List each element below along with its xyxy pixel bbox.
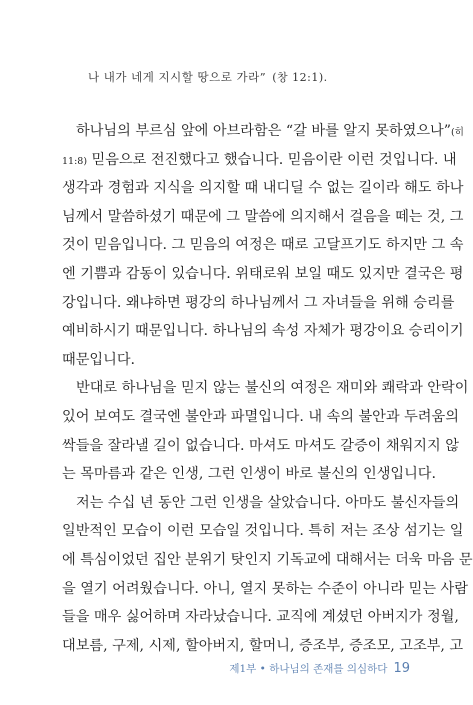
- text-line: 11:8) 믿음으로 전진했다고 했습니다. 믿음이란 이런 것입니다. 내: [62, 151, 457, 168]
- text-line: 저는 수십 년 동안 그런 인생을 살았습니다. 아마도 불신자들의: [76, 494, 460, 511]
- paragraph-1: [62, 117, 464, 374]
- text-line: 에 특심이었던 집안 분위기 탓인지 기독교에 대해서는 더욱 마음 문: [62, 551, 473, 568]
- text-line: 생각과 경험과 지식을 의지할 때 내디딜 수 없는 길이라 해도 하나: [62, 180, 464, 197]
- running-footer-title: 제1부 • 하나님의 존재를 의심하다: [229, 663, 388, 675]
- text-line: 때문입니다.: [62, 351, 136, 368]
- text-line: 강입니다. 왜냐하면 평강의 하나님께서 그 자녀들을 위해 승리를: [62, 294, 455, 311]
- bible-reference: (히: [451, 127, 464, 138]
- text-line: 을 열기 어려웠습니다. 아니, 열지 못하는 수준이 아니라 믿는 사람: [62, 580, 468, 597]
- page-footer: [229, 661, 410, 676]
- text-line: 일반적인 모습이 이런 모습일 것입니다. 특히 저는 조상 섬기는 일: [62, 523, 464, 540]
- text-line: 들을 매우 싫어하며 자라났습니다. 교직에 계셨던 아버지가 정월,: [62, 609, 459, 626]
- bible-reference: 11:8): [62, 155, 88, 167]
- text-line: 하나님의 부르심 앞에 아브라함은 “갈 바를 알지 못하였으나”(히: [76, 123, 464, 139]
- body-text: [62, 117, 473, 660]
- paragraph-3: [62, 489, 473, 661]
- text-line: 것이 믿음입니다. 그 믿음의 여정은 때로 고달프기도 하지만 그 속: [62, 237, 464, 254]
- text-line: 엔 기쁨과 감동이 있습니다. 위태로워 보일 때도 있지만 결국은 평: [62, 265, 464, 282]
- text-line: 싹들을 잘라낼 길이 없습니다. 마셔도 마셔도 갈증이 채워지지 않: [62, 437, 459, 454]
- scripture-quote: [88, 69, 328, 85]
- quote-reference: (창 12:1).: [272, 71, 328, 84]
- text-line: 님께서 말씀하셨기 때문에 그 말씀에 의지해서 걸음을 떼는 것, 그: [62, 208, 464, 225]
- text-line: 예비하시기 때문입니다. 하나님의 속성 자체가 평강이요 승리이기: [62, 323, 464, 340]
- text-line: 반대로 하나님을 믿지 않는 불신의 여정은 재미와 쾌락과 안락이: [76, 380, 469, 397]
- quote-text: 나 내가 네게 지시할 땅으로 가라”: [88, 70, 267, 84]
- text-line: 있어 보여도 결국엔 불안과 파멸입니다. 내 속의 불안과 두려움의: [62, 408, 459, 425]
- page-number: 19: [393, 661, 410, 676]
- text-line: 는 목마름과 같은 인생, 그런 인생이 바로 불신의 인생입니다.: [62, 466, 437, 483]
- paragraph-2: [62, 374, 469, 488]
- text-line: 대보름, 구제, 시제, 할아버지, 할머니, 증조부, 증조모, 고조부, 고: [62, 637, 464, 654]
